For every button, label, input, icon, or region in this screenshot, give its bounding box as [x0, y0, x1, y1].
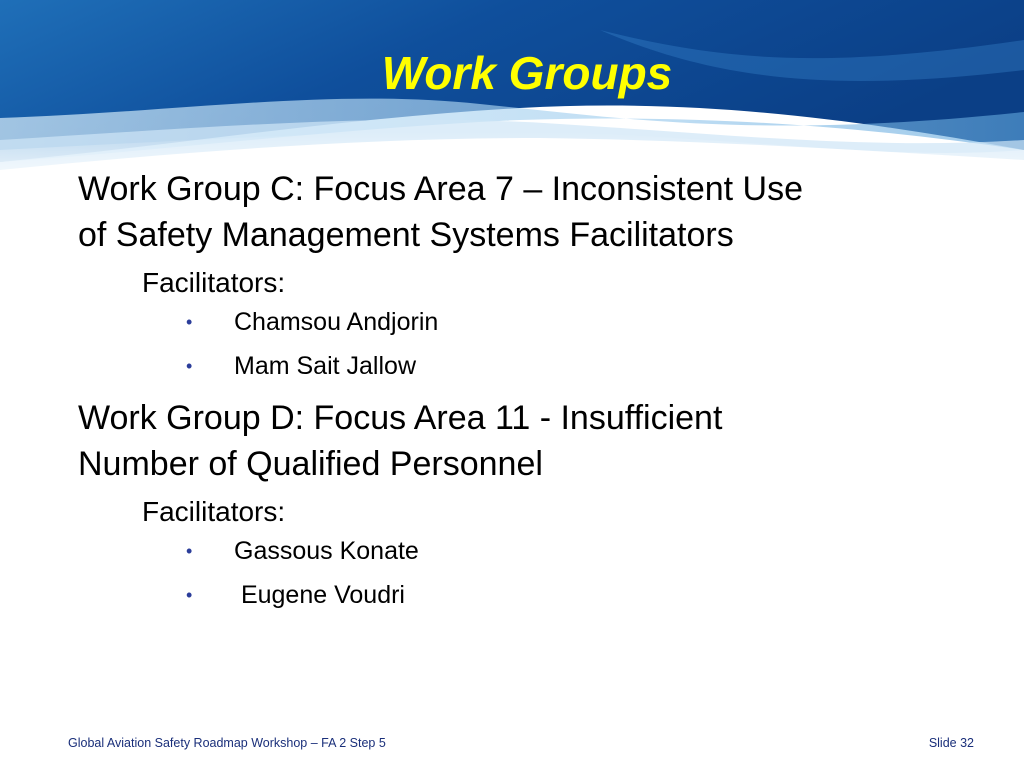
bullet-icon: •	[186, 541, 193, 561]
heading-line: Number of Qualified Personnel	[78, 445, 543, 483]
list-item	[78, 351, 958, 381]
facilitators-label: Facilitators:	[142, 496, 286, 527]
list-item	[78, 580, 958, 610]
facilitator-name: Gassous Konate	[234, 537, 419, 565]
work-group-d-heading	[78, 395, 958, 487]
list-item	[78, 307, 958, 337]
bullet-icon: •	[186, 312, 193, 332]
facilitator-name: Mam Sait Jallow	[234, 352, 416, 380]
bullet-icon: •	[186, 356, 193, 376]
heading-line: Work Group D: Focus Area 11 - Insufficient	[78, 399, 723, 437]
heading-line: of Safety Management Systems Facilitators	[78, 216, 734, 254]
list-item	[78, 536, 958, 566]
work-group-c-heading	[78, 166, 958, 258]
facilitator-list	[78, 307, 958, 381]
heading-line: Work Group C: Focus Area 7 – Inconsistent Use	[78, 170, 804, 208]
slide-body	[78, 166, 958, 624]
facilitator-list	[78, 536, 958, 610]
facilitator-name: Eugene Voudri	[234, 581, 405, 609]
slide-title: Work Groups	[381, 47, 673, 99]
footer-slide-number: Slide 32	[928, 736, 974, 750]
bullet-icon: •	[186, 585, 193, 605]
facilitators-label: Facilitators:	[142, 267, 286, 298]
footer-workshop-name: Global Aviation Safety Roadmap Workshop – FA 2 Step 5	[68, 736, 386, 750]
facilitator-name: Chamsou Andjorin	[234, 308, 439, 336]
